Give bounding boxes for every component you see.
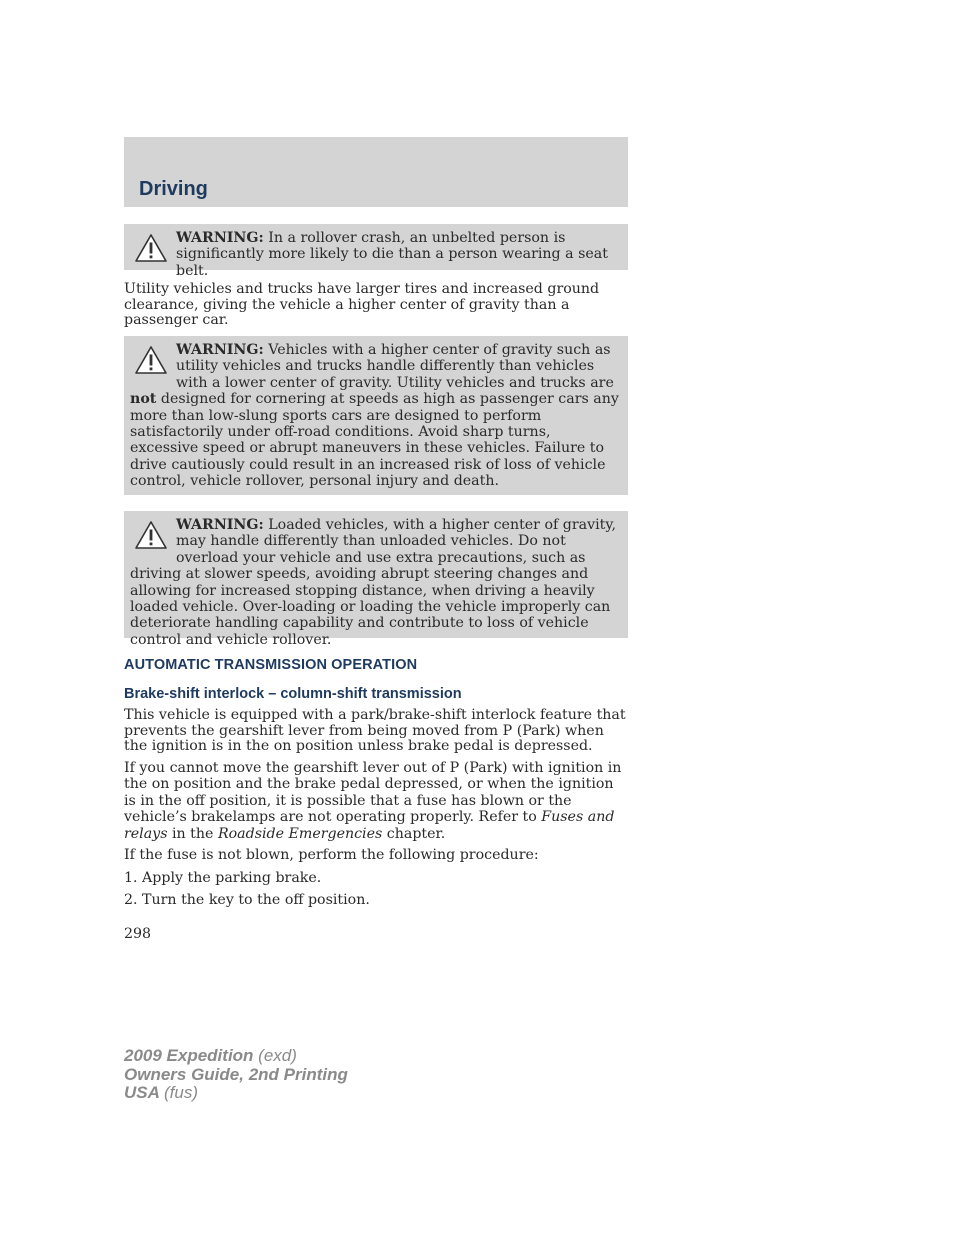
reference-roadside-emergencies: Roadside Emergencies [217, 825, 383, 842]
warning-triangle-icon [134, 520, 168, 550]
document-footer [124, 1047, 348, 1103]
footer-region-code: (fus) [164, 1083, 198, 1102]
paragraph-interlock: This vehicle is equipped with a park/brake-shift interlock feature that prevents the gearshift lever from being moved from P (Park) when the ignition is in the on position unless brake pedal is depressed. [124, 707, 626, 755]
subsection-heading: Brake-shift interlock – column-shift transmission [124, 686, 462, 702]
chapter-title: Driving [139, 178, 208, 200]
warning-box-center-of-gravity [124, 336, 628, 495]
warning-triangle-icon [134, 345, 168, 375]
step-1: 1. Apply the parking brake. [124, 870, 322, 886]
warning-box-rollover [124, 224, 628, 279]
warning-emphasis: not [130, 391, 157, 408]
warning-box-loaded-vehicles [124, 511, 628, 648]
warning-text: Loaded vehicles, with a higher center of gravity, may handle differently than unloaded vehicles. Do not overload your vehicle and use extra precautions, such as driving at slower speeds, avoiding abrupt steering changes and allowing for increased stopping distance, when driving a heavily loaded vehicle. Over-loading or loading the vehicle improperly can deteriorate handling capability and contribute to loss of vehicle control and vehicle rollover. [130, 517, 616, 648]
intro-paragraph: Utility vehicles and trucks have larger tires and increased ground clearance, giving the vehicle a higher center of gravity than a passenger car. [124, 281, 600, 329]
page-number: 298 [124, 926, 152, 942]
warning-triangle-icon [134, 233, 168, 263]
paragraph-fuse-text-2: in the [172, 825, 214, 842]
footer-model: 2009 Expedition [124, 1046, 254, 1065]
footer-guide: Owners Guide, 2nd Printing [124, 1064, 348, 1084]
footer-model-code: (exd) [258, 1046, 297, 1065]
warning-label: WARNING: [176, 517, 264, 533]
paragraph-fuse [124, 760, 628, 842]
warning-label: WARNING: [176, 342, 264, 358]
paragraph-fuse-text-3: chapter. [386, 825, 446, 842]
warning-text: Vehicles with a higher center of gravity such as utility vehicles and trucks handle differently than vehicles with a lower center of gravity. Utility vehicles and trucks are [176, 342, 614, 391]
paragraph-procedure-intro: If the fuse is not blown, perform the following procedure: [124, 847, 539, 863]
reference-fuses-relays: Fuses and relays [124, 809, 615, 842]
section-heading: AUTOMATIC TRANSMISSION OPERATION [124, 657, 418, 673]
paragraph-fuse-text: If you cannot move the gearshift lever out of P (Park) with ignition in the on position and the brake pedal depressed, or when the ignition is in the off position, it is possible that a fuse has blown or the vehicle’s brakelamps are not operating properly. Refer to [124, 760, 622, 826]
step-2: 2. Turn the key to the off position. [124, 892, 370, 908]
warning-label: WARNING: [176, 230, 264, 246]
footer-region: USA [124, 1083, 160, 1102]
warning-text: In a rollover crash, an unbelted person is significantly more likely to die than a person wearing a seat belt. [176, 230, 608, 279]
warning-text-cont: designed for cornering at speeds as high as passenger cars any more than low-slung sports cars are designed to perform satisfactorily under off-road conditions. Avoid sharp turns, excessive speed or abrupt maneuvers in these vehicles. Failure to drive cautiously could result in an increased risk of loss of vehicle control, vehicle rollover, personal injury and death. [130, 391, 619, 490]
